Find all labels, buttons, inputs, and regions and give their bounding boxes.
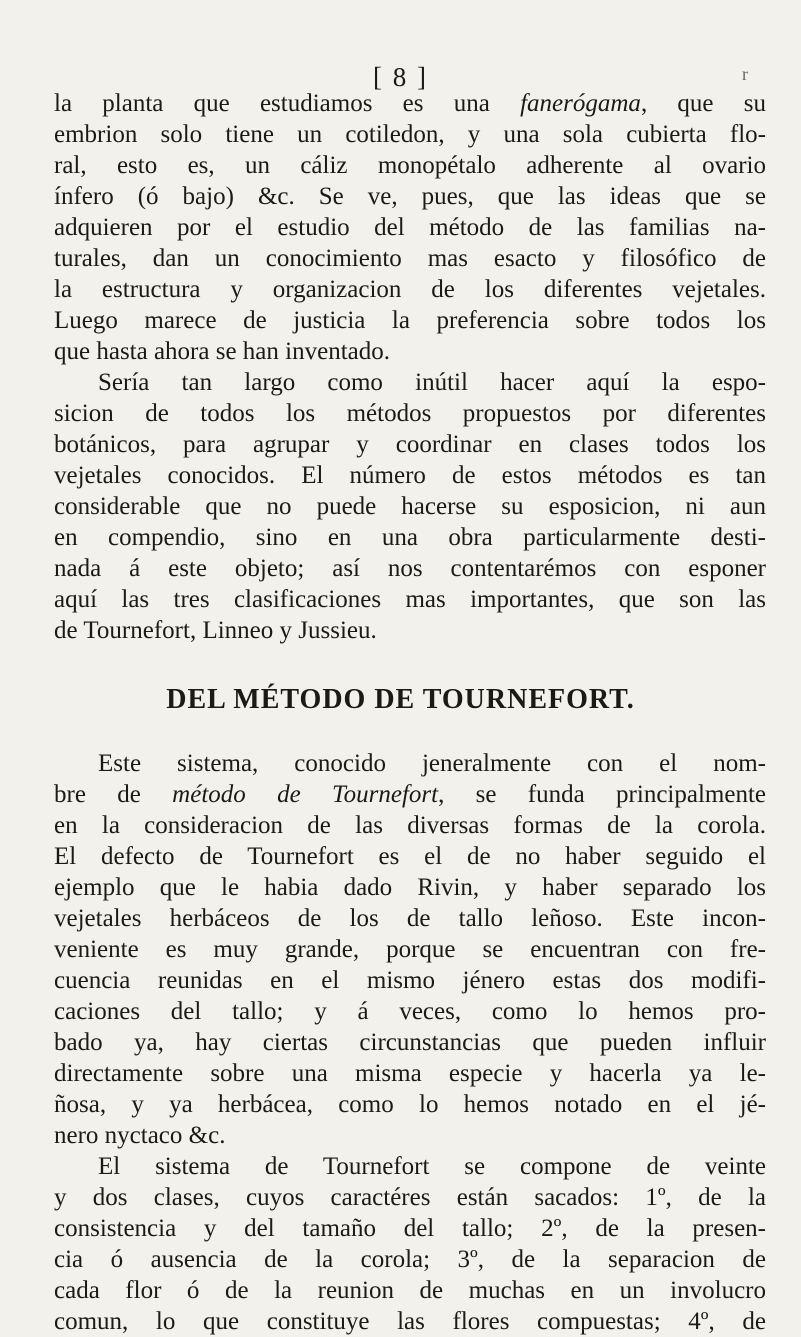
text-line: turales, dan un conocimiento mas esacto y filosófico de bbox=[54, 245, 766, 272]
text-line: comun, lo que constituye las flores compuestas; 4º, de bbox=[54, 1308, 766, 1335]
section-heading: DEL MÉTODO DE TOURNEFORT. bbox=[166, 684, 635, 715]
text-line: directamente sobre una misma especie y hacerla ya le- bbox=[54, 1060, 766, 1087]
text-line: sicion de todos los métodos propuestos por diferentes bbox=[54, 400, 766, 427]
text-line: Luego marece de justicia la preferencia sobre todos los bbox=[54, 307, 766, 334]
text-line: ejemplo que le habia dado Rivin, y haber separado los bbox=[54, 874, 766, 901]
text-line: botánicos, para agrupar y coordinar en clases todos los bbox=[54, 431, 766, 458]
italic-term: fanerógama bbox=[520, 90, 641, 117]
text-line: que hasta ahora se han inventado. bbox=[54, 338, 390, 365]
text-line: aquí las tres clasificaciones mas importantes, que son las bbox=[54, 586, 766, 613]
text-line: embrion solo tiene un cotiledon, y una sola cubierta flo- bbox=[54, 121, 766, 148]
text-line: Este sistema, conocido jeneralmente con el nom- bbox=[98, 750, 766, 777]
text-line: nada á este objeto; así nos contentarémos con esponer bbox=[54, 555, 766, 582]
text-line: adquieren por el estudio del método de las familias na- bbox=[54, 214, 766, 241]
text-line: la estructura y organizacion de los diferentes vejetales. bbox=[54, 276, 766, 303]
text-line: de Tournefort, Linneo y Jussieu. bbox=[54, 617, 377, 644]
text-line: Sería tan largo como inútil hacer aquí la espo- bbox=[98, 369, 766, 396]
text-line: cada flor ó de la reunion de muchas en un involucro bbox=[54, 1277, 766, 1304]
text-line: vejetales conocidos. El número de estos métodos es tan bbox=[54, 462, 766, 489]
page-number: [ 8 ] bbox=[373, 62, 428, 92]
text-line: bre de método de Tournefort, se funda principalmente bbox=[54, 781, 766, 808]
text-line: cuencia reunidas en el mismo jénero estas dos modifi- bbox=[54, 967, 766, 994]
text-line: ñosa, y ya herbácea, como lo hemos notado en el jé- bbox=[54, 1091, 766, 1118]
text-line: El defecto de Tournefort es el de no haber seguido el bbox=[54, 843, 766, 870]
text-line: El sistema de Tournefort se compone de veinte bbox=[98, 1153, 766, 1180]
corner-mark: r bbox=[742, 64, 748, 84]
text-line: en la consideracion de las diversas formas de la corola. bbox=[54, 812, 766, 839]
text-line: vejetales herbáceos de los de tallo leñoso. Este incon- bbox=[54, 905, 766, 932]
text-line: en compendio, sino en una obra particularmente desti- bbox=[54, 524, 766, 551]
text-line: ínfero (ó bajo) &c. Se ve, pues, que las ideas que se bbox=[54, 183, 766, 210]
text-line: y dos clases, cuyos caractéres están sacados: 1º, de la bbox=[54, 1184, 766, 1211]
italic-term: método de Tournefort bbox=[172, 781, 439, 808]
text-line: bado ya, hay ciertas circunstancias que pueden influir bbox=[54, 1029, 766, 1056]
text-line: la planta que estudiamos es una fanerógama, que su bbox=[54, 90, 767, 117]
text-line: consistencia y del tamaño del tallo; 2º, de la presen- bbox=[54, 1215, 766, 1242]
text-line: considerable que no puede hacerse su esposicion, ni aun bbox=[54, 493, 766, 520]
text-line: cia ó ausencia de la corola; 3º, de la separacion de bbox=[54, 1246, 766, 1273]
text-line: veniente es muy grande, porque se encuentran con fre- bbox=[54, 936, 766, 963]
text-line: nero nyctaco &c. bbox=[54, 1122, 226, 1149]
text-line: caciones del tallo; y á veces, como lo hemos pro- bbox=[54, 998, 766, 1025]
text-line: ral, esto es, un cáliz monopétalo adherente al ovario bbox=[54, 152, 766, 179]
